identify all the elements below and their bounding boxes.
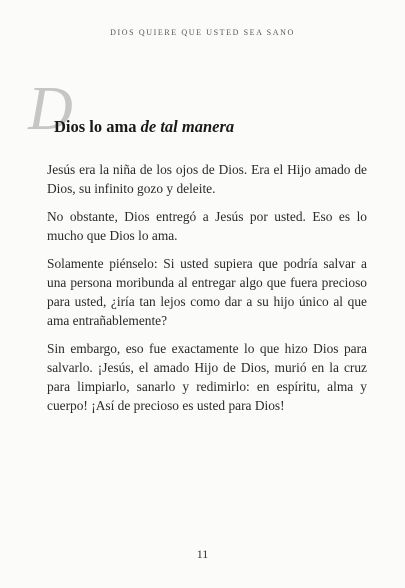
chapter-title	[54, 117, 234, 137]
paragraph: Jesús era la niña de los ojos de Dios. Era el Hijo amado de Dios, su infinito gozo y deleite.	[47, 162, 367, 196]
chapter-title-italic: de tal manera	[140, 117, 235, 136]
paragraph: Sin embargo, eso fue exactamente lo que hizo Dios para salvarlo. ¡Jesús, el amado Hijo de Dios, murió en la cruz para limpiarlo, sanarlo y redimirlo: en espíritu, alma y cuerpo! ¡Así de precioso es usted para Dios!	[47, 341, 367, 413]
page-number: 11	[196, 547, 209, 561]
drop-cap-ornament: D	[28, 75, 73, 143]
body-text	[47, 160, 367, 424]
running-head: DIOS QUIERE QUE USTED SEA SANO	[110, 28, 295, 37]
chapter-title-plain: Dios lo ama	[54, 117, 141, 136]
paragraph: Solamente piénselo: Si usted supiera que podría salvar a una persona moribunda al entregar algo que fuera precioso para usted, ¿iría tan lejos como dar a su hijo único al que ama entrañablemente?	[47, 256, 367, 328]
paragraph: No obstante, Dios entregó a Jesús por usted. Eso es lo mucho que Dios lo ama.	[47, 209, 367, 243]
